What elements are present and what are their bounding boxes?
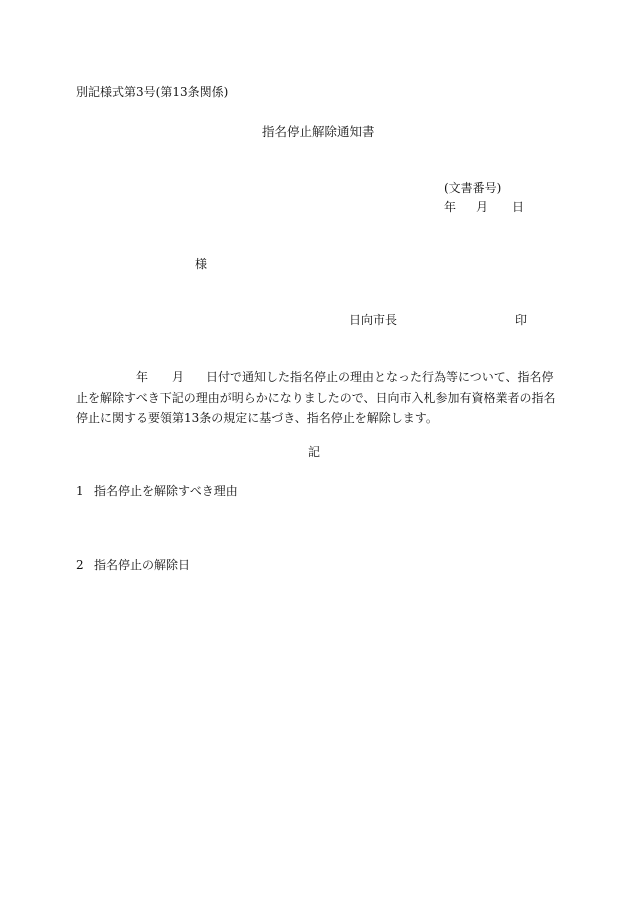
seal-mark: 印 [515,313,528,327]
body-year-unit: 年 [136,370,149,384]
issue-date-month-unit: 月 [476,200,489,214]
body-line-1-text: 日付で通知した指名停止の理由となった行為等について、指名停 [206,370,554,384]
page-title: 指名停止解除通知書 [262,124,375,139]
record-item-number: 2 [76,558,84,572]
body-line-3: 停止に関する要領第13条の規定に基づき、指名停止を解除します。 [76,411,438,425]
record-item [76,483,238,499]
issuer-name: 日向市長 [349,313,398,327]
body-paragraph [76,367,562,429]
record-item [76,557,190,573]
record-heading: 記 [308,445,321,459]
document-number: (文書番号) [444,181,502,195]
issue-date [444,199,524,215]
record-item-number: 1 [76,484,84,498]
issue-date-year-unit: 年 [444,200,457,214]
issue-date-day-unit: 日 [512,200,525,214]
form-label: 別記様式第3号(第13条関係) [76,85,229,99]
body-month-unit: 月 [172,370,185,384]
record-item-label: 指名停止の解除日 [94,558,191,572]
addressee-honorific: 様 [195,257,208,271]
record-item-label: 指名停止を解除すべき理由 [94,484,238,498]
body-line-1 [76,367,562,388]
body-line-2: 止を解除すべき下記の理由が明らかになりましたので、日向市入札参加有資格業者の指名 [76,390,556,405]
